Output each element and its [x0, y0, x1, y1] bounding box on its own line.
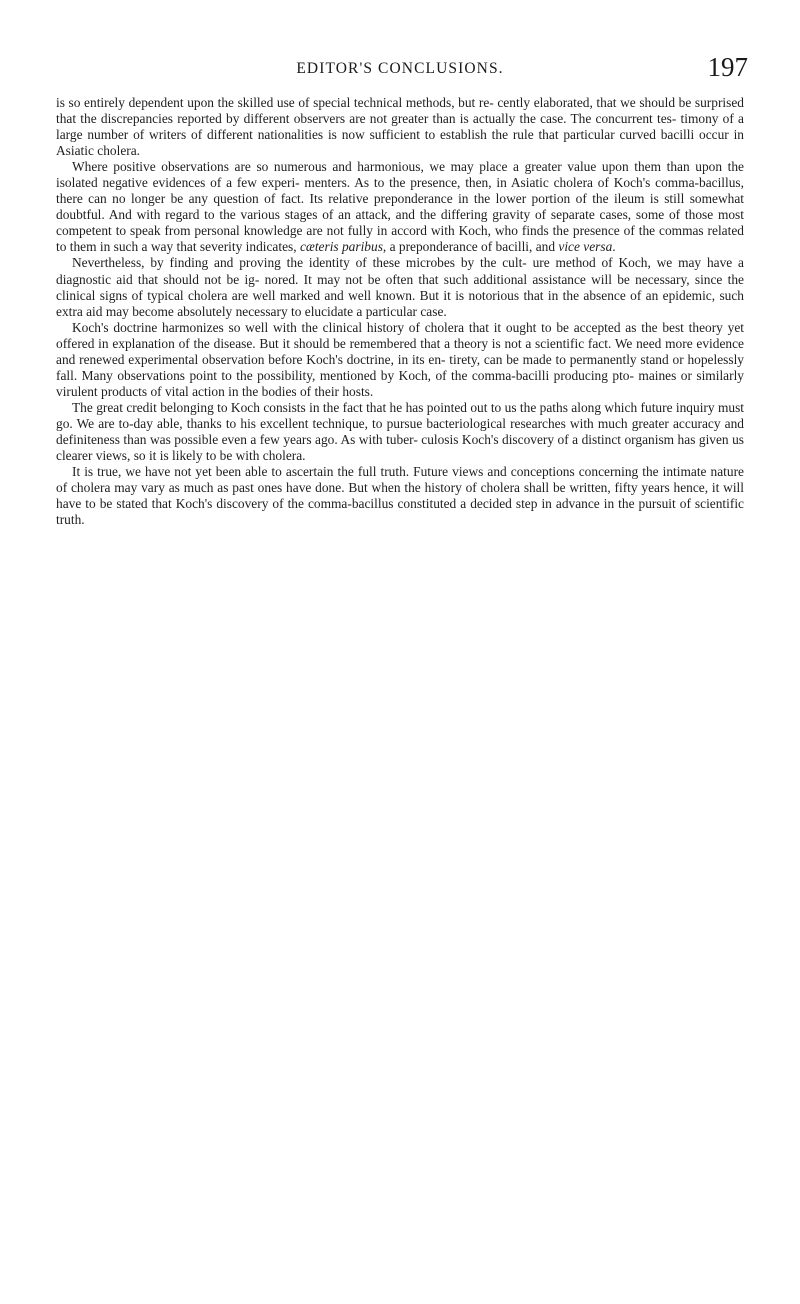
paragraph-text: It is true, we have not yet been able to ascertain the full truth. Future views and conceptions concerning the intimate nature of cholera may vary as much as past ones have done. But when the history of cholera shall be written, fifty years hence, it will have to be stated that Koch's discovery of the comma-bacillus constituted a decided step in advance in the pursuit of scientific truth.: [56, 464, 744, 528]
paragraph-text: The great credit belonging to Koch consists in the fact that he has pointed out to us the paths along which future inquiry must go. We are to-day able, thanks to his excellent technique, to pursue bacteriological researches with much greater accuracy and definiteness than was possible even a few years ago. As with tuber- culosis Koch's discovery of a distinct organism has given us clearer views, so it is likely to be with cholera.: [56, 399, 744, 464]
paragraph: [56, 95, 744, 159]
paragraph-text: Nevertheless, by finding and proving the identity of these microbes by the cult- ure method of Koch, we may have a diagnostic aid that should not be ig- nored. It may not be often that such additional assistance will be necessary, since the clinical signs of typical cholera are well marked and well known. But it is notorious that in the absence of an epidemic, such extra aid may become absolutely necessary to elucidate a particular case.: [56, 255, 744, 319]
paragraph-text: , a preponderance of bacilli, and: [382, 239, 559, 255]
body-text: [56, 95, 744, 528]
paragraph-text: is so entirely dependent upon the skilled use of special technical methods, but re- cently elaborated, that we should be surprised that the discrepancies reported by different observers are not greater than is actually the case. The concurrent tes- timony of a large number of writers of different nationalities is now sufficient to establish the rule that particular curved bacilli occur in Asiatic cholera.: [56, 95, 744, 159]
paragraph: [56, 159, 744, 255]
paragraph: [56, 255, 744, 319]
paragraph-text: .: [612, 239, 616, 255]
paragraph: [56, 400, 744, 464]
paragraph-text: Koch's doctrine harmonizes so well with the clinical history of cholera that it ought to be accepted as the best theory yet offered in explanation of the disease. But it should be remembered that a theory is not a scientific fact. We need more evidence and renewed experimental observation before Koch's doctrine, in its en- tirety, can be made to permanently stand or hopelessly fall. Many observations point to the possibility, mentioned by Koch, of the comma-bacilli producing pto- maines or similarly virulent products of vital action in the bodies of their hosts.: [56, 319, 744, 399]
page-number: 197: [707, 52, 748, 82]
paragraph: [56, 464, 744, 528]
latin-phrase: cæteris paribus: [299, 239, 383, 255]
running-head: [52, 54, 748, 90]
chapter-title: EDITOR'S CONCLUSIONS.: [296, 60, 504, 77]
latin-phrase: vice versa: [558, 239, 613, 255]
paragraph-text: Where positive observations are so numerous and harmonious, we may place a greater value upon them than upon the isolated negative evidences of a few experi- menters. As to the presence, then, in Asiatic cholera of Koch's comma-bacillus, there can no longer be any question of fact. Its relative preponderance in the lower portion of the ileum is still somewhat doubtful. And with regard to the various stages of an attack, and the differing gravity of separate cases, some of those most competent to speak from personal knowledge are not fully in accord with Koch, who finds the presence of the commas related to them in such a way that severity indicates,: [56, 159, 744, 255]
paragraph: [56, 320, 744, 400]
